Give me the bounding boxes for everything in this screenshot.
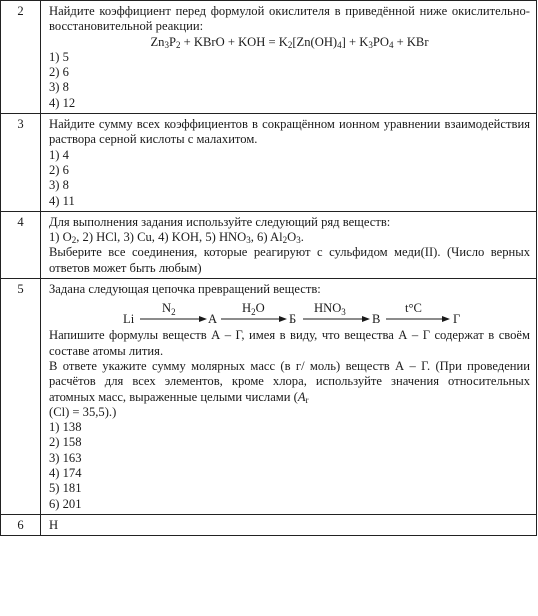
task-row — [1, 514, 537, 535]
task-number: 4 — [1, 211, 41, 278]
task-number: 2 — [1, 1, 41, 114]
task-body — [41, 114, 537, 212]
answer-option: 4) 11 — [49, 193, 75, 208]
task-body — [41, 279, 537, 515]
product-label: В — [372, 312, 381, 327]
task-question: Найдите сумму всех коэффициентов в сокращённом ионном уравнении взаимодействия раствора серной кислоты с малахитом. — [49, 117, 530, 147]
product-label: Б — [289, 312, 297, 327]
task-number: 5 — [1, 279, 41, 515]
reagent-label: t°C — [405, 301, 422, 316]
reagent-label: $N_2$ — [162, 301, 176, 318]
task-row — [1, 279, 537, 515]
answer-option: 1) 5 — [49, 49, 69, 64]
product-label: А — [208, 312, 218, 327]
answer-option: 3) 8 — [49, 178, 69, 193]
product-label: Г — [453, 312, 461, 327]
answer-option: 1) 138 — [49, 420, 82, 435]
task-intro: Задана следующая цепочка превращений веществ: — [49, 282, 321, 297]
answer-option: 6) 201 — [49, 496, 82, 511]
answer-option: 3) 8 — [49, 80, 69, 95]
answer-option: 2) 6 — [49, 65, 69, 80]
answer-option: 2) 158 — [49, 435, 82, 450]
task-row — [1, 1, 537, 114]
task-row — [1, 114, 537, 212]
task-row — [1, 211, 537, 278]
arrow-head — [279, 316, 287, 322]
answer-option: 4) 12 — [49, 95, 76, 110]
task-instruction-end: (Cl) = 35,5).) — [49, 404, 117, 419]
answer-option: 3) 163 — [49, 450, 82, 465]
answer-option: 2) 6 — [49, 162, 69, 177]
task-question: Выберите все соединения, которые реагируют с сульфидом меди(II). (Число верных ответов может быть любым) — [49, 245, 530, 275]
reagent-label: $HNO_3$ — [314, 301, 346, 318]
task-body — [41, 514, 537, 535]
chain-start: Li — [123, 312, 135, 327]
task-number: 3 — [1, 114, 41, 212]
arrow-head — [199, 316, 207, 322]
reagent-label: $H_2O$ — [242, 301, 265, 318]
task-number: 6 — [1, 514, 41, 535]
task-question: Н — [49, 517, 59, 532]
reaction-equation: $Zn_3P_2$ + KBrO + KOH = $K_2[Zn(OH)_4] + K_3PO_4$ + KBr — [150, 34, 429, 50]
arrow-head — [442, 316, 450, 322]
task-body — [41, 1, 537, 114]
task-body — [41, 211, 537, 278]
task-question: Напишите формулы веществ А – Г, имея в виду, что вещества А – Г содержат в своём составе атомы лития. — [49, 328, 530, 358]
answer-option: 4) 174 — [49, 466, 82, 481]
task-intro: Для выполнения задания используйте следующий ряд веществ: — [49, 214, 391, 229]
task-question: Найдите коэффициент перед формулой окислителя в приведённой ниже окислительно-восстановительной реакции: — [49, 4, 530, 34]
transformation-chain — [49, 297, 530, 327]
answer-option: 5) 181 — [49, 481, 82, 496]
substance-list: 1) $O_2$, 2) HCl, 3) Cu, 4) KOH, 5) $HNO_3$, 6) $Al_2O_3$. — [49, 230, 304, 246]
task-instruction: В ответе укажите сумму молярных масс (в г/ моль) веществ А – Г. (При проведении расчётов для всех элементов, кроме хлора, используйте значения относительных атомных масс, выраженные целыми числами ($A_r$ — [49, 358, 530, 405]
arrow-head — [362, 316, 370, 322]
answer-option: 1) 4 — [49, 147, 69, 162]
chain-diagram — [49, 297, 529, 327]
